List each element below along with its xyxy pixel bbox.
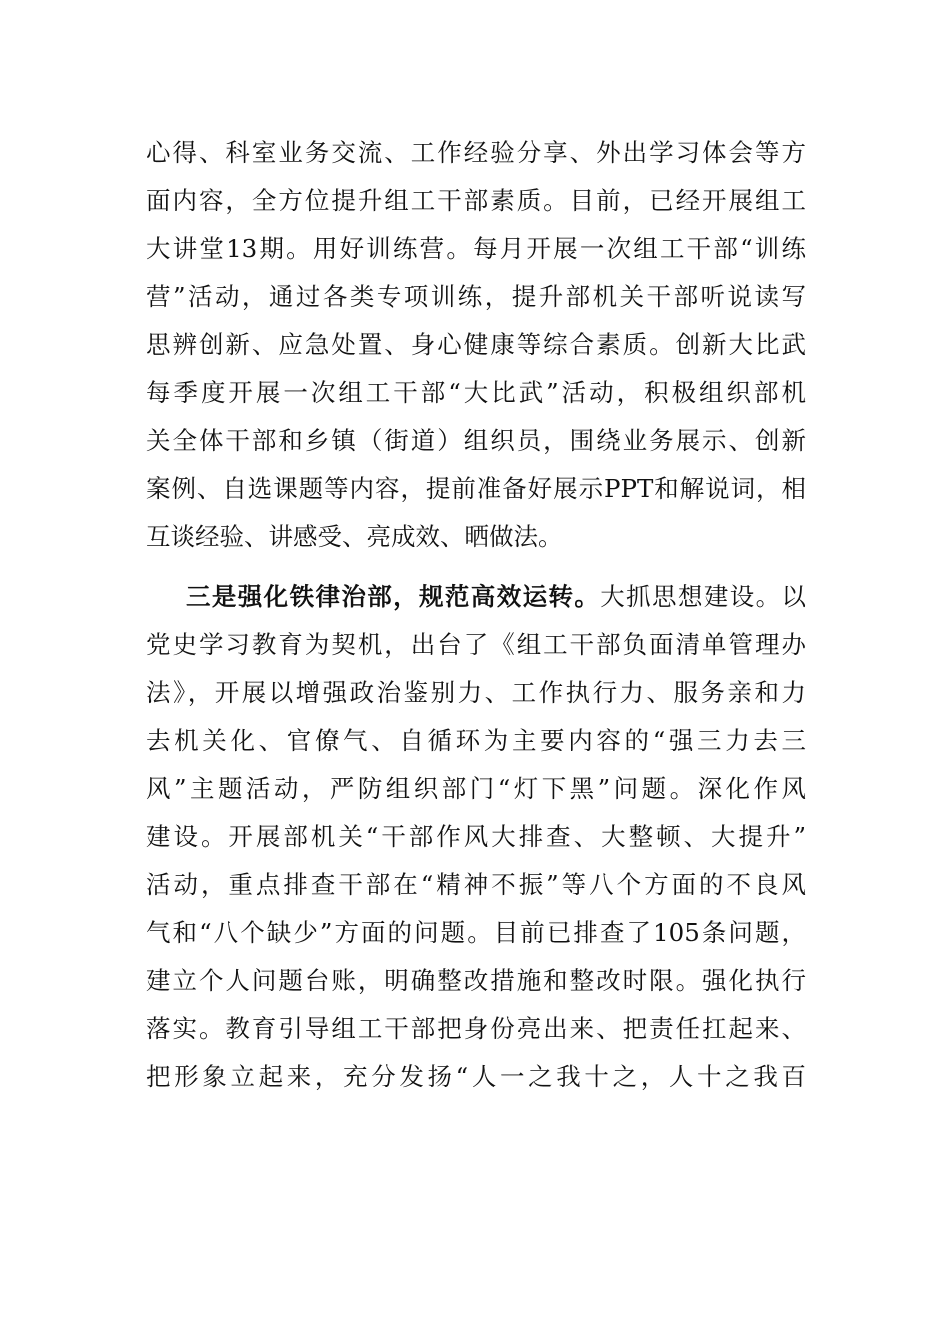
heading-line-text: 大抓思想建设。以 bbox=[600, 582, 807, 611]
text-line: 风”主题活动，严防组织部门“灯下黑”问题。深化作风 bbox=[146, 774, 806, 803]
text-line: 大讲堂13期。用好训练营。每月开展一次组工干部“训练 bbox=[146, 234, 806, 263]
section-heading-line bbox=[186, 574, 806, 620]
text-line: 关全体干部和乡镇（街道）组织员，围绕业务展示、创新 bbox=[146, 426, 806, 455]
text-line: 活动，重点排查干部在“精神不振”等八个方面的不良风 bbox=[146, 870, 806, 899]
text-line: 互谈经验、讲感受、亮成效、晒做法。 bbox=[146, 522, 563, 551]
text-line: 每季度开展一次组工干部“大比武”活动，积极组织部机 bbox=[146, 378, 806, 407]
text-line: 建立个人问题台账，明确整改措施和整改时限。强化执行 bbox=[146, 966, 806, 995]
text-line: 党史学习教育为契机，出台了《组工干部负面清单管理办 bbox=[146, 630, 806, 659]
text-line: 面内容，全方位提升组工干部素质。目前，已经开展组工 bbox=[146, 186, 806, 215]
text-line: 建设。开展部机关“干部作风大排查、大整顿、大提升” bbox=[146, 822, 806, 851]
text-line: 落实。教育引导组工干部把身份亮出来、把责任扛起来、 bbox=[146, 1014, 806, 1043]
text-line: 案例、自选课题等内容，提前准备好展示PPT和解说词，相 bbox=[146, 474, 806, 503]
text-line: 心得、科室业务交流、工作经验分享、外出学习体会等方 bbox=[146, 138, 806, 167]
section-heading: 三是强化铁律治部，规范高效运转。 bbox=[186, 582, 601, 611]
text-line: 营”活动，通过各类专项训练，提升部机关干部听说读写 bbox=[146, 282, 806, 311]
text-line: 气和“八个缺少”方面的问题。目前已排查了105条问题， bbox=[146, 918, 806, 947]
text-line: 把形象立起来，充分发扬“人一之我十之，人十之我百 bbox=[146, 1062, 806, 1091]
text-line: 法》，开展以增强政治鉴别力、工作执行力、服务亲和力 bbox=[146, 678, 806, 707]
text-line: 思辨创新、应急处置、身心健康等综合素质。创新大比武 bbox=[146, 330, 806, 359]
text-line: 去机关化、官僚气、自循环为主要内容的“强三力去三 bbox=[146, 726, 806, 755]
